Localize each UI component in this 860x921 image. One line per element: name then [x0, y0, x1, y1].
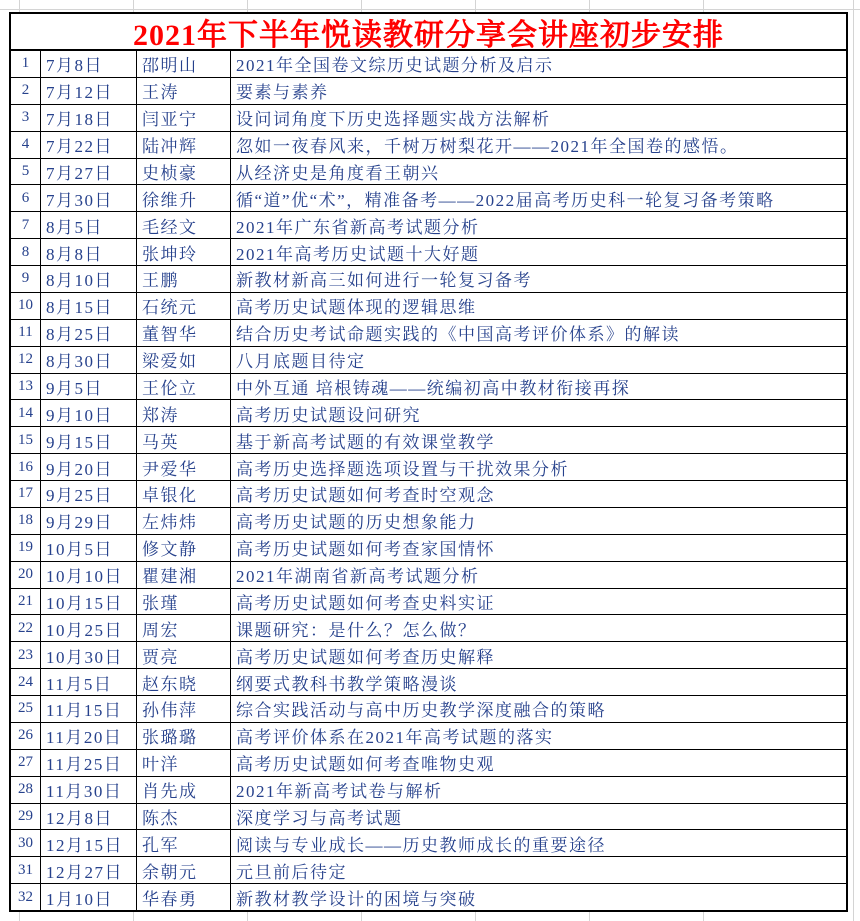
speaker-name-cell[interactable]: 史桢豪 [136, 159, 230, 185]
speaker-name-cell[interactable]: 贾亮 [136, 642, 230, 668]
table-row [11, 426, 846, 453]
speaker-name-cell[interactable]: 华春勇 [136, 884, 230, 910]
speaker-name-cell[interactable]: 卓银化 [136, 481, 230, 507]
lecture-date-cell[interactable]: 11月5日 [40, 669, 136, 695]
speaker-name-cell[interactable]: 马英 [136, 427, 230, 453]
row-number-cell[interactable]: 29 [18, 807, 33, 824]
lecture-topic-cell[interactable]: 基于新高考试题的有效课堂教学 [230, 427, 846, 453]
speaker-name-cell[interactable]: 修文静 [136, 535, 230, 561]
lecture-date-cell[interactable]: 7月18日 [40, 105, 136, 131]
table-row [11, 480, 846, 507]
row-number-cell[interactable]: 1 [21, 55, 30, 72]
table-row [11, 641, 846, 668]
row-number-cell[interactable]: 23 [18, 646, 33, 663]
table-row [11, 803, 846, 830]
table-row [11, 588, 846, 615]
table-row [11, 695, 846, 722]
row-number-cell[interactable]: 9 [21, 270, 30, 287]
lecture-date-cell[interactable]: 9月5日 [40, 374, 136, 400]
lecture-date-cell[interactable]: 12月8日 [40, 804, 136, 830]
lecture-topic-cell[interactable]: 高考历史试题如何考查家国情怀 [230, 535, 846, 561]
speaker-name-cell[interactable]: 尹爱华 [136, 454, 230, 480]
lecture-topic-cell[interactable]: 循“道”优“术”，精准备考——2022届高考历史科一轮复习备考策略 [230, 185, 846, 211]
table-row [11, 184, 846, 211]
speaker-name-cell[interactable]: 陈杰 [136, 804, 230, 830]
table-row [11, 883, 846, 910]
speaker-name-cell[interactable]: 张璐璐 [136, 723, 230, 749]
speaker-name-cell[interactable]: 张坤玲 [136, 239, 230, 265]
row-number-cell[interactable]: 28 [18, 781, 33, 798]
lecture-topic-cell[interactable]: 高考历史试题如何考查时空观念 [230, 481, 846, 507]
lecture-topic-cell[interactable]: 忽如一夜春风来，千树万树梨花开——2021年全国卷的感悟。 [230, 132, 846, 158]
lecture-topic-cell[interactable]: 2021年高考历史试题十大好题 [230, 239, 846, 265]
speaker-name-cell[interactable]: 郑涛 [136, 400, 230, 426]
table-row [11, 856, 846, 883]
table-row [11, 722, 846, 749]
row-number-cell[interactable]: 31 [18, 861, 33, 878]
lecture-topic-cell[interactable]: 课题研究：是什么？怎么做？ [230, 615, 846, 641]
spreadsheet-gridline [853, 0, 854, 921]
table-row [11, 51, 846, 77]
table-row [11, 776, 846, 803]
lecture-topic-cell[interactable]: 新教材教学设计的困境与突破 [230, 884, 846, 910]
speaker-name-cell[interactable]: 梁爱如 [136, 347, 230, 373]
lecture-topic-cell[interactable]: 高考历史试题的历史想象能力 [230, 508, 846, 534]
lecture-date-cell[interactable]: 8月5日 [40, 212, 136, 238]
row-number-cell[interactable]: 11 [18, 324, 33, 341]
row-number-cell[interactable]: 15 [18, 431, 33, 448]
speaker-name-cell[interactable]: 石统元 [136, 293, 230, 319]
lecture-date-cell[interactable]: 10月15日 [40, 589, 136, 615]
lecture-topic-cell[interactable]: 元旦前后待定 [230, 857, 846, 883]
row-number-cell[interactable]: 5 [21, 162, 30, 179]
speaker-name-cell[interactable]: 周宏 [136, 615, 230, 641]
lecture-topic-cell[interactable]: 高考历史试题如何考查唯物史观 [230, 750, 846, 776]
row-number-cell[interactable]: 12 [18, 351, 33, 368]
lecture-topic-cell[interactable]: 中外互通 培根铸魂——统编初高中教材衔接再探 [230, 374, 846, 400]
table-row [11, 534, 846, 561]
lecture-topic-cell[interactable]: 高考历史试题如何考查历史解释 [230, 642, 846, 668]
row-number-cell[interactable]: 13 [18, 377, 33, 394]
lecture-topic-cell[interactable]: 2021年广东省新高考试题分析 [230, 212, 846, 238]
lecture-date-cell[interactable]: 9月10日 [40, 400, 136, 426]
lecture-date-cell[interactable]: 9月29日 [40, 508, 136, 534]
lecture-date-cell[interactable]: 11月25日 [40, 750, 136, 776]
lecture-date-cell[interactable]: 7月30日 [40, 185, 136, 211]
table-row [11, 668, 846, 695]
lecture-date-cell[interactable]: 7月12日 [40, 78, 136, 104]
row-number-cell[interactable]: 10 [18, 297, 33, 314]
speaker-name-cell[interactable]: 王涛 [136, 78, 230, 104]
lecture-topic-cell[interactable]: 要素与素养 [230, 78, 846, 104]
row-number-cell[interactable]: 26 [18, 727, 33, 744]
table-row [11, 77, 846, 104]
schedule-rows [11, 51, 846, 910]
lecture-date-cell[interactable]: 8月25日 [40, 320, 136, 346]
lecture-topic-cell[interactable]: 高考历史试题设问研究 [230, 400, 846, 426]
lecture-topic-cell[interactable]: 纲要式教科书教学策略漫谈 [230, 669, 846, 695]
lecture-date-cell[interactable]: 11月15日 [40, 696, 136, 722]
table-row [11, 158, 846, 185]
row-number-cell[interactable]: 30 [18, 834, 33, 851]
lecture-topic-cell[interactable]: 设问词角度下历史选择题实战方法解析 [230, 105, 846, 131]
lecture-topic-cell[interactable]: 高考历史试题如何考查史料实证 [230, 589, 846, 615]
table-row [11, 238, 846, 265]
speaker-name-cell[interactable]: 孙伟萍 [136, 696, 230, 722]
lecture-date-cell[interactable]: 8月8日 [40, 239, 136, 265]
lecture-date-cell[interactable]: 9月15日 [40, 427, 136, 453]
row-number-cell[interactable]: 7 [21, 216, 30, 233]
lecture-topic-cell[interactable]: 2021年新高考试卷与解析 [230, 777, 846, 803]
lecture-date-cell[interactable]: 9月20日 [40, 454, 136, 480]
lecture-topic-cell[interactable]: 阅读与专业成长——历史教师成长的重要途径 [230, 830, 846, 856]
table-row [11, 614, 846, 641]
row-number-cell[interactable]: 25 [18, 700, 33, 717]
table-row [11, 265, 846, 292]
speaker-name-cell[interactable]: 毛经文 [136, 212, 230, 238]
lecture-topic-cell[interactable]: 新教材新高三如何进行一轮复习备考 [230, 266, 846, 292]
speaker-name-cell[interactable]: 瞿建湘 [136, 562, 230, 588]
lecture-topic-cell[interactable]: 高考历史选择题选项设置与干扰效果分析 [230, 454, 846, 480]
speaker-name-cell[interactable]: 王伦立 [136, 374, 230, 400]
lecture-date-cell[interactable]: 10月30日 [40, 642, 136, 668]
row-number-cell[interactable]: 4 [21, 136, 30, 153]
speaker-name-cell[interactable]: 邵明山 [136, 51, 230, 77]
row-number-cell[interactable]: 18 [18, 512, 33, 529]
row-number-cell[interactable]: 17 [18, 485, 33, 502]
row-number-cell[interactable]: 32 [18, 888, 33, 905]
row-number-cell[interactable]: 19 [18, 539, 33, 556]
table-row [11, 346, 846, 373]
lecture-topic-cell[interactable]: 高考评价体系在2021年高考试题的落实 [230, 723, 846, 749]
lecture-topic-cell[interactable]: 结合历史考试命题实践的《中国高考评价体系》的解读 [230, 320, 846, 346]
row-number-cell[interactable]: 20 [18, 566, 33, 583]
row-number-cell[interactable]: 2 [21, 82, 30, 99]
lecture-date-cell[interactable]: 7月8日 [40, 51, 136, 77]
lecture-date-cell[interactable]: 8月30日 [40, 347, 136, 373]
row-number-cell[interactable]: 21 [18, 592, 33, 609]
speaker-name-cell[interactable]: 陆冲辉 [136, 132, 230, 158]
lecture-date-cell[interactable]: 9月25日 [40, 481, 136, 507]
row-number-cell[interactable]: 6 [21, 189, 30, 206]
lecture-date-cell[interactable]: 12月27日 [40, 857, 136, 883]
speaker-name-cell[interactable]: 左炜炜 [136, 508, 230, 534]
lecture-date-cell[interactable]: 10月25日 [40, 615, 136, 641]
lecture-date-cell[interactable]: 7月22日 [40, 132, 136, 158]
row-number-cell[interactable]: 24 [18, 673, 33, 690]
row-number-cell[interactable]: 8 [21, 243, 30, 260]
lecture-date-cell[interactable]: 8月10日 [40, 266, 136, 292]
lecture-date-cell[interactable]: 10月5日 [40, 535, 136, 561]
lecture-topic-cell[interactable]: 从经济史是角度看王朝兴 [230, 159, 846, 185]
table-title-cell[interactable]: 2021年下半年悦读教研分享会讲座初步安排 [11, 14, 846, 51]
table-row [11, 373, 846, 400]
table-row [11, 561, 846, 588]
speaker-name-cell[interactable]: 赵东晓 [136, 669, 230, 695]
table-row [11, 507, 846, 534]
table-row [11, 749, 846, 776]
lecture-topic-cell[interactable]: 综合实践活动与高中历史教学深度融合的策略 [230, 696, 846, 722]
speaker-name-cell[interactable]: 闫亚宁 [136, 105, 230, 131]
row-number-cell[interactable]: 14 [18, 404, 33, 421]
lecture-topic-cell[interactable]: 2021年湖南省新高考试题分析 [230, 562, 846, 588]
table-row [11, 292, 846, 319]
table-row [11, 104, 846, 131]
lecture-topic-cell[interactable]: 2021年全国卷文综历史试题分析及启示 [230, 51, 846, 77]
speaker-name-cell[interactable]: 王鹏 [136, 266, 230, 292]
lecture-date-cell[interactable]: 1月10日 [40, 884, 136, 910]
speaker-name-cell[interactable]: 肖先成 [136, 777, 230, 803]
speaker-name-cell[interactable]: 徐维升 [136, 185, 230, 211]
speaker-name-cell[interactable]: 董智华 [136, 320, 230, 346]
speaker-name-cell[interactable]: 张瑾 [136, 589, 230, 615]
spreadsheet-gridline [0, 9, 860, 10]
lecture-date-cell[interactable]: 12月15日 [40, 830, 136, 856]
schedule-table [9, 12, 848, 912]
table-row [11, 399, 846, 426]
row-number-cell[interactable]: 22 [18, 619, 33, 636]
table-row [11, 453, 846, 480]
lecture-date-cell[interactable]: 7月27日 [40, 159, 136, 185]
speaker-name-cell[interactable]: 孔军 [136, 830, 230, 856]
lecture-date-cell[interactable]: 10月10日 [40, 562, 136, 588]
lecture-topic-cell[interactable]: 八月底题目待定 [230, 347, 846, 373]
row-number-cell[interactable]: 3 [21, 109, 30, 126]
table-row [11, 829, 846, 856]
speaker-name-cell[interactable]: 余朝元 [136, 857, 230, 883]
lecture-topic-cell[interactable]: 高考历史试题体现的逻辑思维 [230, 293, 846, 319]
row-number-cell[interactable]: 16 [18, 458, 33, 475]
table-row [11, 319, 846, 346]
lecture-date-cell[interactable]: 11月20日 [40, 723, 136, 749]
lecture-date-cell[interactable]: 8月15日 [40, 293, 136, 319]
row-number-cell[interactable]: 27 [18, 754, 33, 771]
table-row [11, 131, 846, 158]
table-row [11, 211, 846, 238]
lecture-topic-cell[interactable]: 深度学习与高考试题 [230, 804, 846, 830]
lecture-date-cell[interactable]: 11月30日 [40, 777, 136, 803]
speaker-name-cell[interactable]: 叶洋 [136, 750, 230, 776]
